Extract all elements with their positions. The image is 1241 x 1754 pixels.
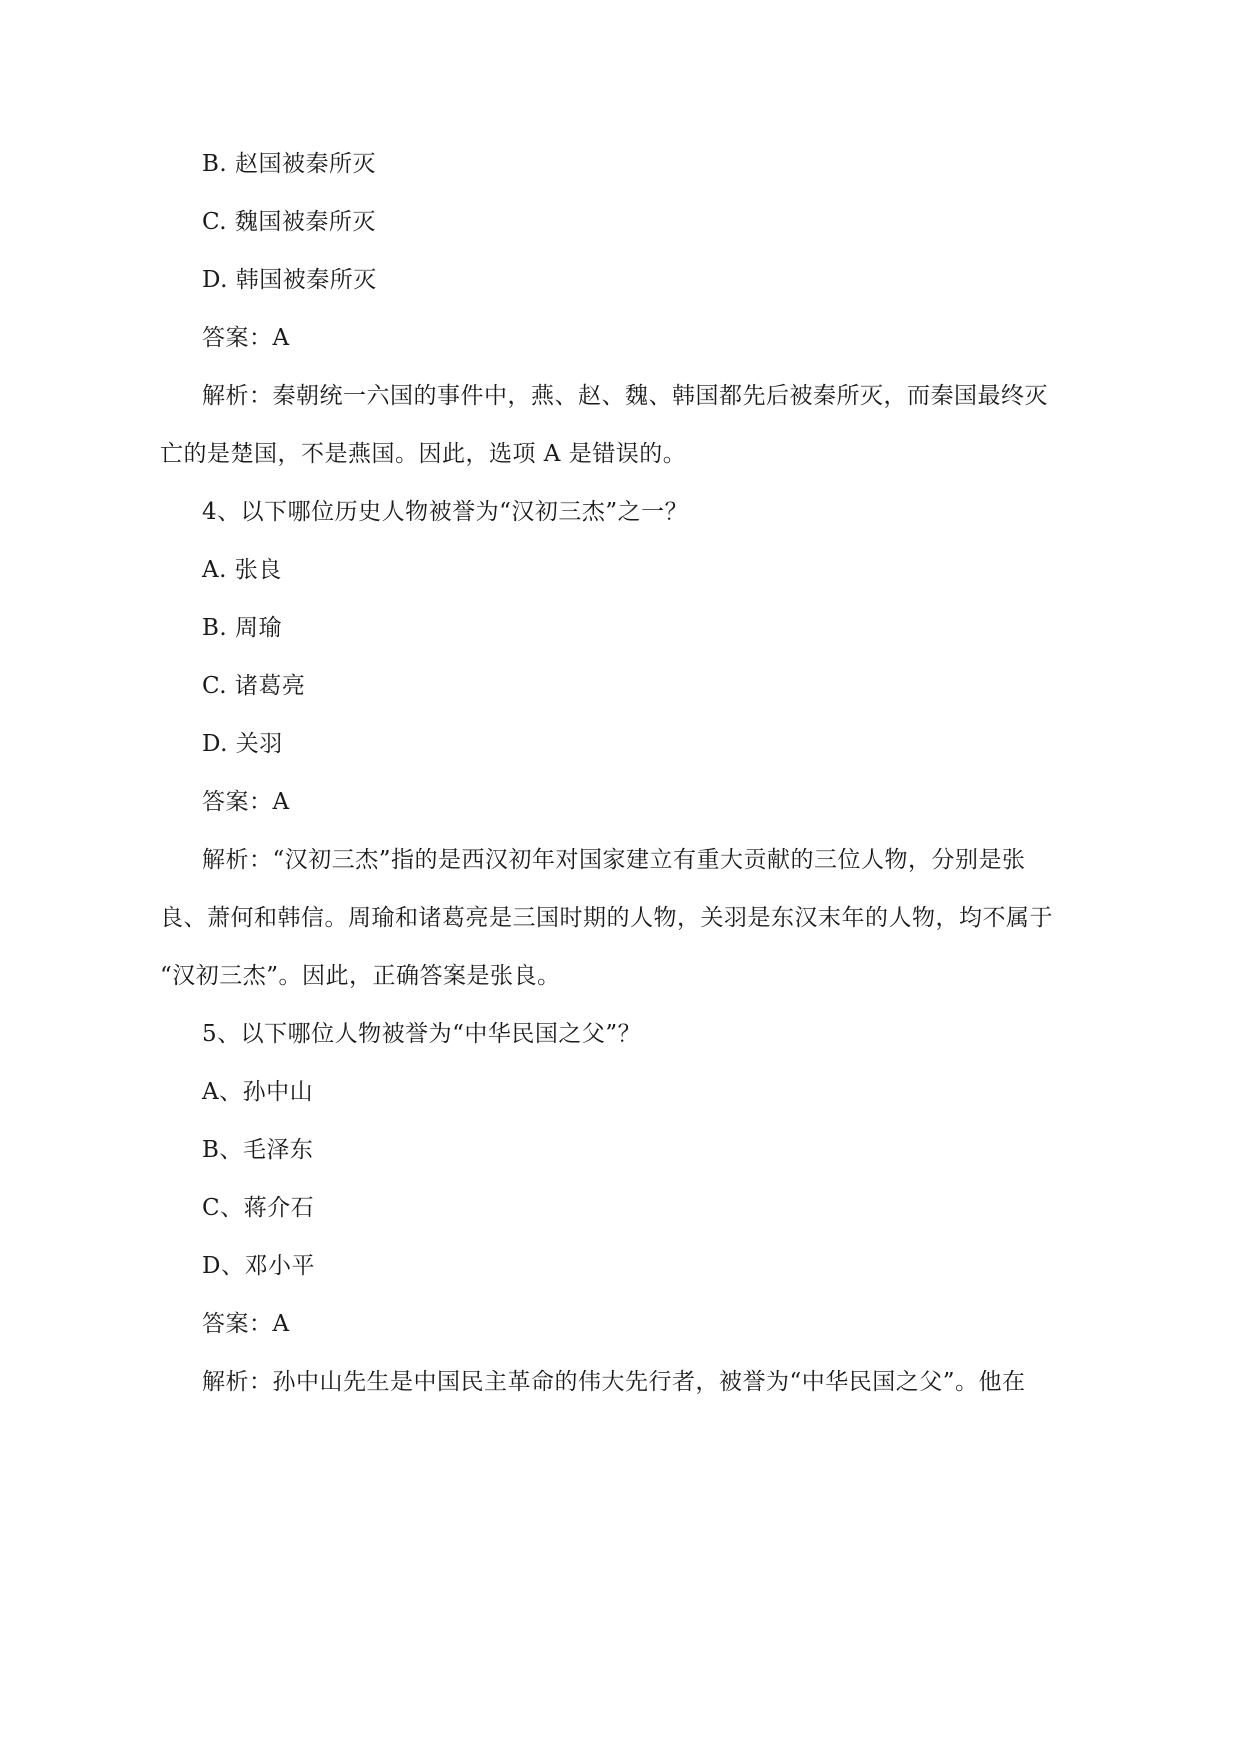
q5-option-b: B、毛泽东 [202, 1137, 314, 1163]
q4-analysis-line-3: “汉初三杰”。因此，正确答案是张良。 [160, 963, 561, 989]
q4-option-a: A. 张良 [202, 557, 282, 583]
q4-answer: 答案：A [202, 789, 290, 815]
q3-answer: 答案：A [202, 325, 290, 351]
q3-option-b: B. 赵国被秦所灭 [202, 151, 377, 177]
q5-option-a: A、孙中山 [202, 1079, 314, 1105]
q4-analysis-line-1: 解析：“汉初三杰”指的是西汉初年对国家建立有重大贡献的三位人物，分别是张 [202, 847, 1026, 873]
q3-option-c: C. 魏国被秦所灭 [202, 209, 376, 235]
q5-question: 5、以下哪位人物被誉为“中华民国之父”？ [202, 1021, 642, 1047]
q5-answer: 答案：A [202, 1311, 290, 1337]
q4-option-c: C. 诸葛亮 [202, 673, 306, 699]
q5-option-c: C、蒋介石 [202, 1195, 315, 1221]
q4-analysis-line-2: 良、萧何和韩信。周瑜和诸葛亮是三国时期的人物，关羽是东汉末年的人物，均不属于 [160, 905, 1053, 931]
q4-question: 4、以下哪位历史人物被誉为“汉初三杰”之一？ [202, 499, 689, 525]
q4-option-d: D. 关羽 [202, 731, 283, 757]
q4-option-b: B. 周瑜 [202, 615, 283, 641]
q3-analysis-line-2: 亡的是楚国，不是燕国。因此，选项 A 是错误的。 [160, 441, 687, 467]
q5-option-d: D、邓小平 [202, 1253, 315, 1279]
q5-analysis-line-1: 解析：孙中山先生是中国民主革命的伟大先行者，被誉为“中华民国之父”。他在 [202, 1369, 1026, 1395]
q3-analysis-line-1: 解析：秦朝统一六国的事件中，燕、赵、魏、韩国都先后被秦所灭，而秦国最终灭 [202, 383, 1048, 409]
q3-option-d: D. 韩国被秦所灭 [202, 267, 377, 293]
